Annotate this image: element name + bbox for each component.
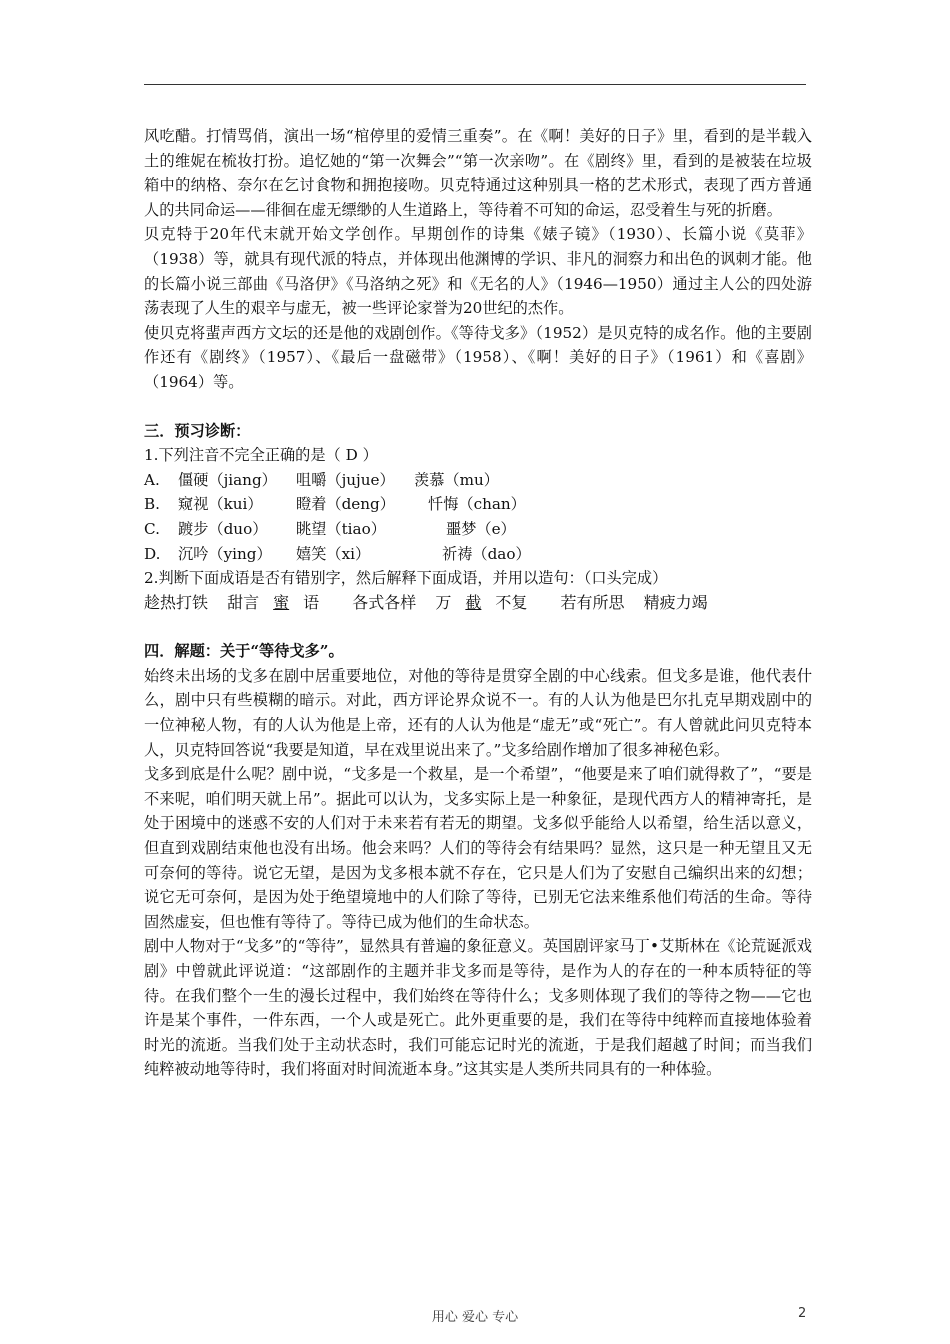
section4-paragraph-3: 剧中人物对于“戈多”的“等待”，显然具有普遍的象征意义。英国剧评家马丁•艾斯林在《论荒诞派戏剧》中曾就此评说道：“这部剧作的主题并非戈多而是等待，是作为人的存在的一种本质特征的等待。在我们整个一生的漫长过程中，我们始终在等待什么；戈多则体现了我们的等待之物——它也许是某个事件，一件东西，一个人或是死亡。此外更重要的是，我们在等待中纯粹而直接地体验着时光的流逝。当我们处于主动状态时，我们可能忘记时光的流逝，于是我们超越了时间；而当我们纯粹被动地等待时，我们将面对时间流逝本身。”这其实是人类所共同具有的一种体验。 [144, 937, 812, 1079]
option-label: A. [144, 470, 160, 489]
idiom: 万 截 不复 [435, 592, 528, 612]
section4-paragraph-2: 戈多到底是什么呢？剧中说，“戈多是一个救星，是一个希望”，“他要是来了咱们就得救了”，“要是不来呢，咱们明天就上吊”。据此可以认为，戈多实际上是一种象征，是现代西方人的精神寄托，是处于困境中的迷惑不安的人们对于未来若有若无的期望。戈多似乎能给人以希望，给生活以意义，但直到戏剧结束他也没有出场。他会来吗？人们的等待会有结果吗？显然，这只是一种无望且又无可奈何的等待。说它无望，是因为戈多根本就不存在，它只是人们为了安慰自己编织出来的幻想；说它无可奈何，是因为处于绝望境地中的人们除了等待，已别无它法来维系他们苟活的生命。等待固然虚妄，但也惟有等待了。等待已成为他们的生命状态。 [144, 765, 812, 931]
option-item: 沉吟（ying） [178, 544, 272, 563]
intro-paragraph-3: 使贝克将蜚声西方文坛的还是他的戏剧创作。《等待戈多》（1952）是贝克特的成名作。他的主要剧作还有《剧终》（1957）、《最后一盘磁带》（1958）、《啊！美好的日子》（1961）和《喜剧》（1964）等。 [144, 323, 812, 391]
footer-text: 用心 爱心 专心 [431, 1310, 519, 1325]
question-1: 1.下列注音不完全正确的是（ D ） [144, 446, 378, 465]
option-item: 眺望（tiao） [296, 519, 386, 538]
idiom: 趁热打铁 [144, 592, 209, 612]
intro-paragraph-1: 风吃醋。打情骂俏，演出一场“棺停里的爱情三重奏”。在《啊！美好的日子》里，看到的是半载入土的维妮在梳妆打扮。追忆她的“第一次舞会”“第一次亲吻”。在《剧终》里，看到的是被装在垃圾箱中的纳格、奈尔在乞讨食物和拥抱接吻。贝克特通过这种别具一格的艺术形式，表现了西方普通人的共同命运——徘徊在虚无缥缈的人生道路上，等待着不可知的命运，忍受着生与死的折磨。 [144, 127, 812, 219]
page-number: 2 [798, 1306, 807, 1321]
option-d [144, 542, 812, 567]
option-item: 噩梦（e） [446, 519, 516, 538]
option-item: 僵硬（jiang） [178, 470, 277, 489]
header-rule [144, 84, 806, 85]
section3-heading: 三．预习诊断： [144, 421, 251, 440]
question-2: 2.判断下面成语是否有错别字，然后解释下面成语，并用以造句：（口头完成） [144, 569, 668, 588]
option-b [144, 492, 812, 517]
option-item: 忏悔（chan） [428, 495, 526, 514]
option-item: 踱步（duo） [178, 519, 268, 538]
idiom: 甜言 蜜 语 [227, 592, 320, 612]
option-label: C. [144, 519, 160, 538]
option-label: B. [144, 495, 160, 514]
option-label: D. [144, 544, 161, 563]
option-item: 嬉笑（xi） [296, 544, 371, 563]
option-item: 瞪着（deng） [296, 495, 395, 514]
intro-paragraph-2: 贝克特于20年代末就开始文学创作。早期创作的诗集《婊子镜》（1930）、长篇小说《莫菲》（1938）等，就具有现代派的特点，并体现出他渊博的学识、非凡的洞察力和出色的讽刺才能。他的长篇小说三部曲《马洛伊》《马洛纳之死》和《无名的人》（1946—1950）通过主人公的四处游荡表现了人生的艰辛与虚无，被一些评论家誉为20世纪的杰作。 [144, 225, 812, 318]
idiom: 精疲力竭 [643, 592, 708, 612]
option-c [144, 517, 812, 542]
document-body [144, 124, 812, 1082]
option-item: 咀嚼（jujue） [296, 470, 395, 489]
option-item: 窥视（kui） [178, 495, 263, 514]
option-item: 祈祷（dao） [442, 544, 531, 563]
idiom: 各式各样 [352, 592, 417, 612]
idiom: 若有所思 [560, 592, 625, 612]
option-item: 羡慕（mu） [414, 470, 499, 489]
underlined-char: 截 [465, 592, 482, 612]
section4-heading: 四．解题：关于“等待戈多”。 [144, 642, 344, 661]
underlined-char: 蜜 [273, 592, 290, 612]
option-a [144, 468, 812, 493]
section4-paragraph-1: 始终未出场的戈多在剧中居重要地位，对他的等待是贯穿全剧的中心线索。但戈多是谁，他代表什么，剧中只有些模糊的暗示。对此，西方评论界众说不一。有的人认为他是巴尔扎克早期戏剧中的一位神秘人物，有的人认为他是上帝，还有的人认为他是“虚无”或“死亡”。有人曾就此问贝克特本人，贝克特回答说“我要是知道，早在戏里说出来了。”戈多给剧作增加了很多神秘色彩。 [144, 666, 812, 759]
idiom-list [144, 591, 812, 616]
